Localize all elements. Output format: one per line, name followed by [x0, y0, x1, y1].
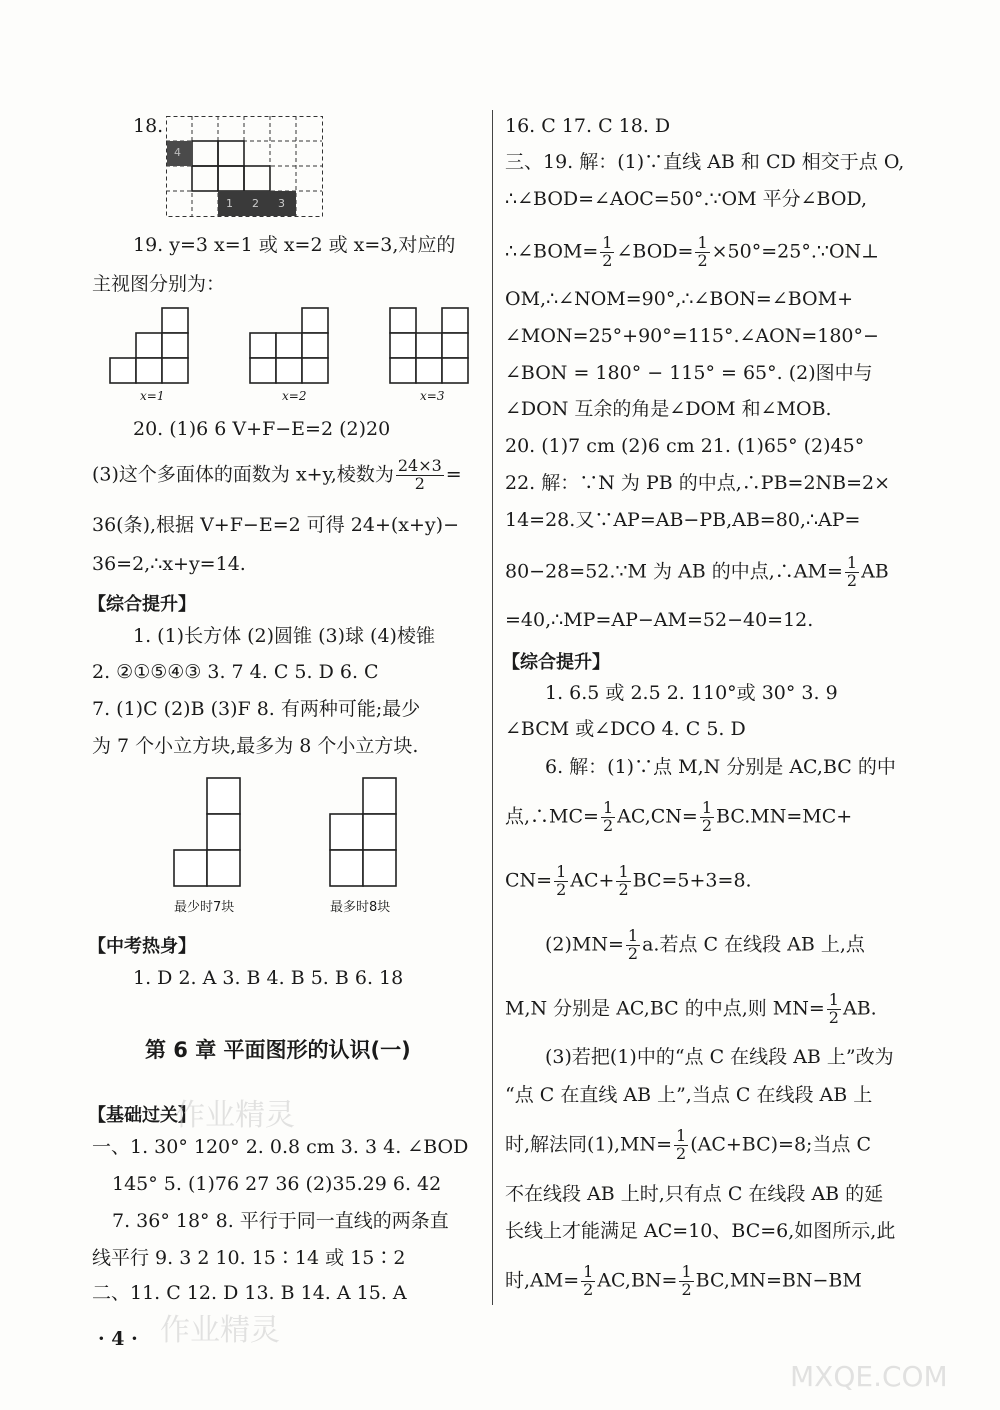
r-line-7: ∠BON = 180° − 115° = 65°. (2)图中与 — [505, 362, 873, 384]
r-line-24: 不在线段 AB 上时,只有点 C 在线段 AB 的延 — [505, 1183, 884, 1205]
watermark-text-2: 作业精灵 — [160, 1313, 280, 1348]
grid-label-3: 3 — [278, 197, 285, 210]
figure-max-8 — [330, 778, 400, 890]
q19-line-2: 主视图分别为： — [92, 273, 226, 295]
r-line-26: 时,AM= $\frac{1}{2}$ AC,BN= $\frac{1}{2}$ BC,MN=BN−BM — [505, 1262, 862, 1299]
r-line-5: OM,∴∠NOM=90°,∴∠BON=∠BOM+ — [505, 288, 854, 310]
r-line-2: 三、19. 解：(1)∵直线 AB 和 CD 相交于点 O, — [505, 151, 905, 173]
zhongkao-line-1: 1. D 2. A 3. B 4. B 5. B 6. 18 — [133, 967, 404, 989]
front-view-x3 — [390, 308, 470, 384]
jichu-line-5: 二、11. C 12. D 13. B 14. A 15. A — [92, 1282, 407, 1304]
jichu-line-2: 145° 5. (1)76 27 36 (2)35.29 6. 42 — [112, 1173, 442, 1195]
q19-line-1: 19. y=3 x=1 或 x=2 或 x=3,对应的 — [133, 234, 456, 256]
figure-min-7 — [174, 778, 244, 890]
front-view-x1 — [110, 308, 190, 384]
r-line-1: 16. C 17. C 18. D — [505, 115, 671, 137]
r-line-8: ∠DON 互余的角是∠DOM 和∠MOB. — [505, 398, 832, 420]
r-line-13: =40,∴MP=AP−AM=52−40=12. — [505, 609, 814, 631]
figure-min-caption: 最少时7块 — [174, 900, 235, 915]
zonghe-line-3: 7. (1)C (2)B (3)F 8. 有两种可能;最少 — [92, 698, 421, 720]
jichu-line-1: 一、1. 30° 120° 2. 0.8 cm 3. 3 4. ∠BOD — [92, 1136, 469, 1158]
page-number: · 4 · — [98, 1328, 138, 1350]
r-line-14: 1. 6.5 或 2.5 2. 110°或 30° 3. 9 — [545, 682, 838, 704]
section-tag-jichu: 【基础过关】 — [88, 1105, 196, 1126]
r-line-15: ∠BCM 或∠DCO 4. C 5. D — [505, 718, 746, 740]
zonghe-line-1: 1. (1)长方体 (2)圆锥 (3)球 (4)棱锥 — [133, 625, 435, 647]
zonghe-line-2: 2. ②①⑤④③ 3. 7 4. C 5. D 6. C — [92, 661, 379, 683]
q18-grid-figure — [166, 116, 326, 218]
front-view-label-x2: x=2 — [282, 389, 307, 403]
chapter-title: 第 6 章 平面图形的认识(一) — [145, 1038, 411, 1062]
r-line-6: ∠MON=25°+90°=115°.∠AON=180°− — [505, 325, 879, 347]
q18-label: 18. — [133, 115, 164, 137]
grid-label-2: 2 — [252, 197, 259, 210]
r-line-22: “点 C 在直线 AB 上”,当点 C 在线段 AB 上 — [505, 1084, 873, 1106]
r-line-3: ∴∠BOD=∠AOC=50°.∵OM 平分∠BOD, — [505, 188, 868, 210]
r-line-9: 20. (1)7 cm (2)6 cm 21. (1)65° (2)45° — [505, 435, 865, 457]
front-view-x2 — [250, 308, 330, 384]
front-view-label-x1: x=1 — [140, 389, 165, 403]
figure-max-caption: 最多时8块 — [330, 900, 391, 915]
section-tag-zonghe-left: 【综合提升】 — [88, 594, 196, 615]
front-view-label-x3: x=3 — [420, 389, 445, 403]
r-line-12: 80−28=52.∵M 为 AB 的中点,∴AM= $\frac{1}{2}$ AB — [505, 553, 889, 590]
r-line-25: 长线上才能满足 AC=10、BC=6,如图所示,此 — [505, 1220, 896, 1242]
section-tag-zhongkao: 【中考热身】 — [88, 936, 196, 957]
q20-line-2: (3)这个多面体的面数为 x+y,棱数为 $\frac{24\times 3}{2}$ = — [92, 456, 462, 493]
r-line-16: 6. 解：(1)∵点 M,N 分别是 AC,BC 的中 — [545, 756, 896, 778]
jichu-line-4: 线平行 9. 3 2 10. 15∶14 或 15∶2 — [92, 1247, 406, 1269]
column-divider — [492, 110, 493, 1305]
section-tag-zonghe-right: 【综合提升】 — [502, 652, 610, 673]
r-line-18: CN= $\frac{1}{2}$ AC+ $\frac{1}{2}$ BC=5+3=8. — [505, 862, 752, 899]
r-line-21: (3)若把(1)中的“点 C 在线段 AB 上”改为 — [545, 1046, 894, 1068]
r-line-11: 14=28.又∵AP=AB−PB,AB=80,∴AP= — [505, 509, 861, 531]
q20-line-4: 36=2,∴x+y=14. — [92, 553, 246, 575]
r-line-23: 时,解法同(1),MN= $\frac{1}{2}$ (AC+BC)=8;当点 C — [505, 1126, 872, 1163]
watermark-text-1: 作业精灵 — [175, 1098, 295, 1133]
r-line-17: 点,∴MC= $\frac{1}{2}$ AC,CN= $\frac{1}{2}$ BC.MN=MC+ — [505, 798, 853, 835]
q20-line-3: 36(条),根据 V+F−E=2 可得 24+(x+y)− — [92, 514, 459, 536]
r-line-19: (2)MN= $\frac{1}{2}$ a.若点 C 在线段 AB 上,点 — [545, 926, 865, 963]
watermark-text-3: MXQE.COM — [790, 1360, 948, 1393]
r-line-10: 22. 解：∵N 为 PB 的中点,∴PB=2NB=2× — [505, 472, 891, 494]
r-line-20: M,N 分别是 AC,BC 的中点,则 MN= $\frac{1}{2}$ AB. — [505, 990, 877, 1027]
r-line-4: ∴∠BOM= $\frac{1}{2}$ ∠BOD= $\frac{1}{2}$ ×50°=25°.∵ON⊥ — [505, 233, 880, 270]
grid-label-4: 4 — [174, 146, 181, 159]
zonghe-line-4: 为 7 个小立方块,最多为 8 个小立方块. — [92, 735, 419, 757]
grid-label-1: 1 — [226, 197, 233, 210]
jichu-line-3: 7. 36° 18° 8. 平行于同一直线的两条直 — [112, 1210, 449, 1232]
q20-line-1: 20. (1)6 6 V+F−E=2 (2)20 — [133, 418, 391, 440]
